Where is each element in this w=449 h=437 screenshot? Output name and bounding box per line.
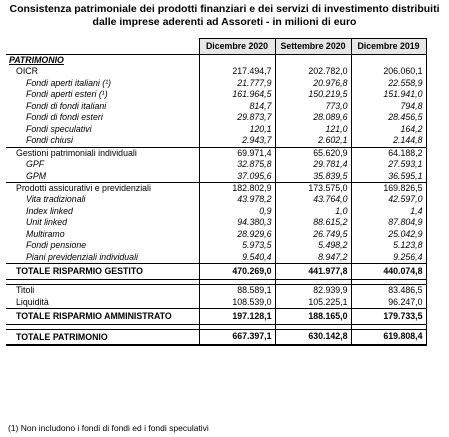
table-row [6,159,426,170]
cell-value: 32.875,8 [199,159,275,170]
table-row [6,147,426,159]
row-label: GPM [26,170,47,181]
row-label: Fondi speculativi [26,123,92,134]
cell-value: 43.764,0 [275,194,351,205]
cell-value: 2.943,7 [199,135,275,147]
cell-value: 65.620,9 [275,147,351,159]
cell-value: 150.219,5 [275,89,351,100]
cell-value: 773,0 [275,101,351,112]
table-row [6,217,426,228]
cell-value: 42.597,0 [351,194,426,205]
table-row [6,124,426,135]
cell-value: 814,7 [199,101,275,112]
row-label: Fondi aperti esteri (¹) [26,89,108,100]
cell-value: 161.964,5 [199,89,275,100]
cell-value: 88.589,1 [199,285,275,297]
row-label: Liquidità [16,296,49,307]
table-row [6,112,426,123]
cell-value: 96.247,0 [351,297,426,309]
cell-value: 108.539,0 [199,297,275,309]
table-row [6,78,426,89]
cell-value: 206.060,1 [351,66,426,77]
cell-value: 5.123,8 [351,240,426,251]
cell-value: 35.839,5 [275,171,351,183]
row-label: Fondi di fondi italiani [26,100,107,111]
row-label: Fondi aperti italiani (¹) [26,77,112,88]
cell-value: 29.873,7 [199,112,275,123]
cell-value: 0,9 [199,206,275,217]
cell-value: 619.808,4 [351,330,426,346]
cell-value: 88.615,2 [275,217,351,228]
row-label: Fondi di fondi esteri [26,112,103,123]
cell-value: 87.804,9 [351,217,426,228]
asset-table [6,38,427,346]
table-row [6,285,426,297]
total-row [6,309,426,325]
cell-value: 21.777,9 [199,78,275,89]
cell-value: 5.498,2 [275,240,351,251]
cell-value: 25.042,9 [351,229,426,240]
grand-total-row [6,330,426,346]
section-row [6,55,426,67]
cell-value: 794,8 [351,101,426,112]
cell-value: 2.602,1 [275,135,351,147]
cell-value: 43.978,2 [199,194,275,205]
section-label: PATRIMONIO [6,55,199,67]
cell-value: 5.973,5 [199,240,275,251]
row-label: Vita tradizionali [26,194,86,205]
cell-value: 202.782,0 [275,66,351,77]
row-label: Index linked [26,205,73,216]
cell-value: 440.074,8 [351,264,426,280]
table-row [6,89,426,100]
cell-value: 27.593,1 [351,159,426,170]
column-header: Settembre 2020 [275,39,351,55]
cell-value: 28.929,6 [199,229,275,240]
table-row [6,171,426,183]
footnote: (1) Non includono i fondi di fondi ed i fondi speculativi [8,423,209,433]
table-row [6,240,426,251]
cell-value: 9.256,4 [351,252,426,264]
cell-value: 151.941,0 [351,89,426,100]
cell-value: 441.977,8 [275,264,351,280]
row-label: Fondi pensione [26,240,87,251]
cell-value: 69.971,4 [199,147,275,159]
table-title-line-2: dalle imprese aderenti ad Assoreti - in milioni di euro [92,16,357,28]
row-label: Multiramo [26,228,65,239]
cell-value: 1,0 [275,206,351,217]
table-row [6,229,426,240]
header-blank [6,39,199,55]
row-label: GPF [26,159,45,170]
total-label: TOTALE RISPARMIO AMMINISTRATO [6,309,199,325]
column-header: Dicembre 2019 [351,39,426,55]
row-label: Fondi chiusi [26,135,73,146]
header-row [6,39,426,55]
table-row [6,252,426,264]
table-row [6,297,426,309]
cell-value: 470.269,0 [199,264,275,280]
cell-value: 8.947,2 [275,252,351,264]
column-header: Dicembre 2020 [199,39,275,55]
row-label: Prodotti assicurativi e previdenziali [6,182,199,194]
cell-value: 182.802,9 [199,182,275,194]
cell-value: 82.939,9 [275,285,351,297]
cell-value: 105.225,1 [275,297,351,309]
row-label: OICR [16,66,38,77]
cell-value: 83.486,5 [351,285,426,297]
cell-value: 94.380,3 [199,217,275,228]
cell-value: 36.595,1 [351,171,426,183]
cell-value: 28.456,5 [351,112,426,123]
cell-value: 121,0 [275,124,351,135]
row-label: Gestioni patrimoniali individuali [6,147,199,159]
cell-value: 9.540,4 [199,252,275,264]
table-row [6,182,426,194]
cell-value: 26.749,5 [275,229,351,240]
cell-value: 179.733,5 [351,309,426,325]
total-label: TOTALE RISPARMIO GESTITO [6,264,199,280]
table-row [6,101,426,112]
cell-value: 169.826,5 [351,182,426,194]
cell-value: 217.494,7 [199,66,275,77]
table-row [6,66,426,77]
row-label: Unit linked [26,217,68,228]
cell-value: 173.575,0 [275,182,351,194]
cell-value: 1,4 [351,206,426,217]
cell-value: 164,2 [351,124,426,135]
table-row [6,135,426,147]
cell-value: 197.128,1 [199,309,275,325]
cell-value: 667.397,1 [199,330,275,346]
cell-value: 188.165,0 [275,309,351,325]
cell-value: 28.089,6 [275,112,351,123]
cell-value: 22.558,9 [351,78,426,89]
table-row [6,206,426,217]
cell-value: 2.144,8 [351,135,426,147]
cell-value: 630.142,8 [275,330,351,346]
row-label: Titoli [6,285,199,297]
total-row [6,264,426,280]
cell-value: 64.188,2 [351,147,426,159]
cell-value: 120,1 [199,124,275,135]
cell-value: 20.976,8 [275,78,351,89]
cell-value: 37.095,6 [199,171,275,183]
row-label: Piani previdenziali individuali [26,251,138,262]
table-title-line-1: Consistenza patrimoniale dei prodotti finanziari e dei servizi di investimento distribuiti [9,3,440,15]
cell-value: 29.781,4 [275,159,351,170]
table-row [6,194,426,205]
grand-total-label: TOTALE PATRIMONIO [6,330,199,346]
